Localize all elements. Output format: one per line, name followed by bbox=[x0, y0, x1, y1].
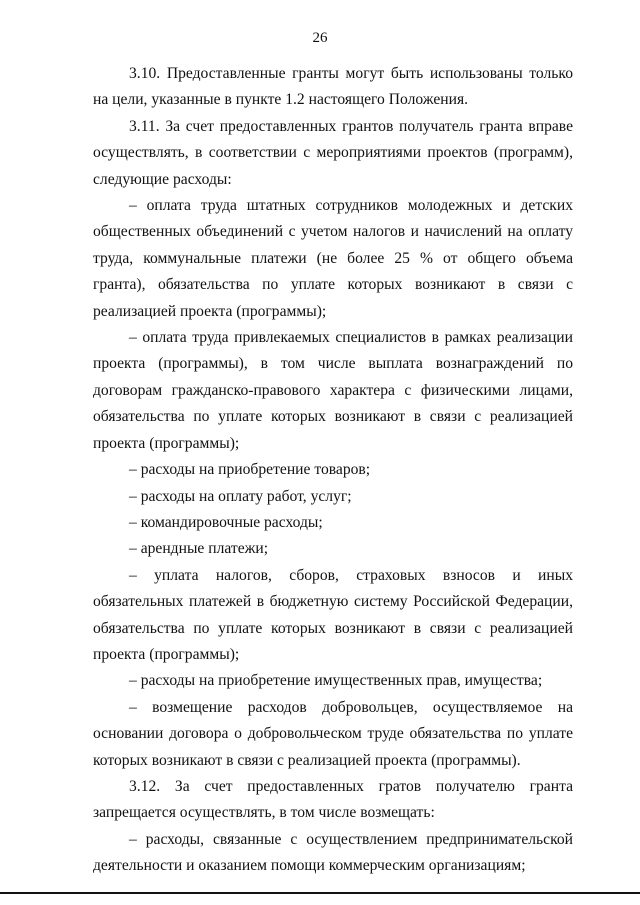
list-item-rent: – арендные платежи; bbox=[129, 540, 269, 558]
list-item-goods: – расходы на приобретение товаров; bbox=[129, 461, 371, 479]
document-body bbox=[93, 61, 573, 880]
list-item-business-expenses: – расходы, связанные с осуществлением предпринимательской деятельности и оказанием помощи коммерческим организациям; bbox=[93, 830, 573, 875]
list-item-works-services: – расходы на оплату работ, услуг; bbox=[129, 487, 352, 505]
list-item-taxes: – уплата налогов, сборов, страховых взносов и иных обязательных платежей в бюджетную систему Российской Федерации, обязательства по уплате которых возникают в связи с реализацией проекта (программы); bbox=[93, 566, 573, 663]
list-item-specialists-pay: – оплата труда привлекаемых специалистов в рамках реализации проекта (программы), в том числе выплата вознаграждений по договорам гражданско-правового характера с физическими лицами, обязательства по уплате которых возникают в связи с реализацией проекта (программы); bbox=[93, 329, 573, 452]
bottom-scan-edge bbox=[0, 892, 640, 894]
page-number: 26 bbox=[312, 30, 328, 46]
list-item-volunteer-costs: – возмещение расходов добровольцев, осуществляемое на основании договора о добровольческом труде обязательства по уплате которых возникают в связи с реализацией проекта (программы). bbox=[93, 698, 573, 769]
list-item-property-rights: – расходы на приобретение имущественных прав, имущества; bbox=[129, 672, 543, 690]
paragraph-3-12: 3.12. За счет предоставленных гратов получателю гранта запрещается осуществлять, в том числе возмещать: bbox=[93, 777, 573, 822]
list-item-travel: – командировочные расходы; bbox=[129, 513, 323, 531]
paragraph-3-11: 3.11. За счет предоставленных грантов получатель гранта вправе осуществлять, в соответствии с мероприятиями проектов (программ), следующие расходы: bbox=[93, 117, 573, 188]
list-item-staff-salary: – оплата труда штатных сотрудников молодежных и детских общественных объединений с учетом налогов и начислений на оплату труда, коммунальные платежи (не более 25 % от общего объема гранта), обязательства по уплате которых возникают в связи с реализацией проекта (программы); bbox=[93, 197, 573, 320]
paragraph-3-10: 3.10. Предоставленные гранты могут быть использованы только на цели, указанные в пункте 1.2 настоящего Положения. bbox=[93, 65, 573, 109]
